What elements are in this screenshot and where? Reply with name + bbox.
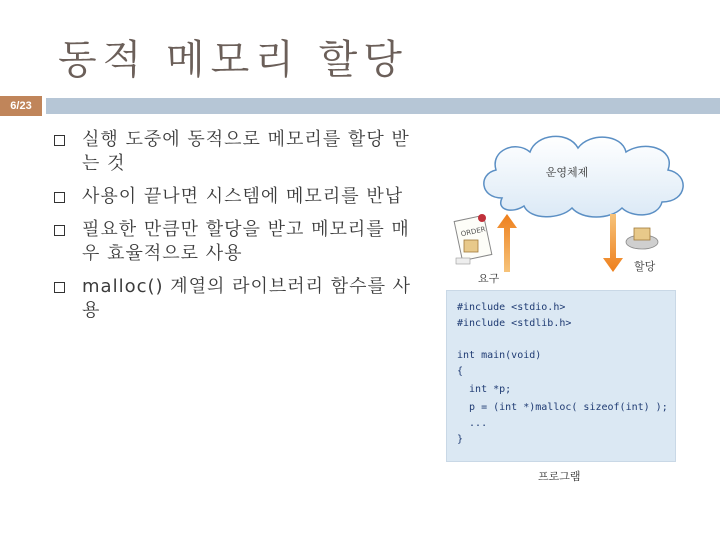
square-bullet-icon <box>54 225 65 236</box>
request-arrow-icon <box>497 214 517 272</box>
page-number: 6/23 <box>0 96 42 116</box>
code-line: { <box>457 366 464 377</box>
code-line: #include <stdlib.h> <box>457 318 572 329</box>
order-note-icon <box>452 212 496 268</box>
cloud-label: 운영체제 <box>545 166 589 179</box>
bullet-text: 실행 도중에 동적으로 메모리를 할당 받는 것 <box>82 129 410 174</box>
bullet-text: 필요한 만큼만 할당을 받고 메모리를 매우 효율적으로 사용 <box>82 219 410 264</box>
header-bar-fill <box>46 98 720 114</box>
code-line: int main(void) <box>457 350 542 361</box>
slide-title: 동적 메모리 할당 <box>58 37 408 83</box>
header-bar <box>0 96 720 116</box>
bullet-list <box>52 128 422 332</box>
allocate-arrow-icon <box>603 214 623 272</box>
bullet-item <box>52 128 422 176</box>
bullet-item <box>52 218 422 266</box>
square-bullet-icon <box>54 135 65 146</box>
allocate-label: 할당 <box>634 260 656 273</box>
program-label: 프로그램 <box>538 470 581 483</box>
memory-disk-icon <box>624 224 660 252</box>
bullet-item <box>52 185 422 209</box>
code-line: ... <box>457 418 488 429</box>
order-note-text: ORDER <box>460 225 487 239</box>
code-line: #include <stdio.h> <box>457 302 566 313</box>
code-line: p = (int *)malloc( sizeof(int) ); <box>457 402 668 413</box>
code-line: int *p; <box>457 384 512 395</box>
bullet-item <box>52 275 422 323</box>
square-bullet-icon <box>54 192 65 203</box>
square-bullet-icon <box>54 282 65 293</box>
request-label: 요구 <box>478 272 500 285</box>
bullet-text: malloc() 계열의 라이브러리 함수를 사용 <box>82 276 412 321</box>
bullet-text: 사용이 끝나면 시스템에 메모리를 반납 <box>82 186 404 207</box>
code-line: } <box>457 434 464 445</box>
code-panel <box>446 290 676 462</box>
